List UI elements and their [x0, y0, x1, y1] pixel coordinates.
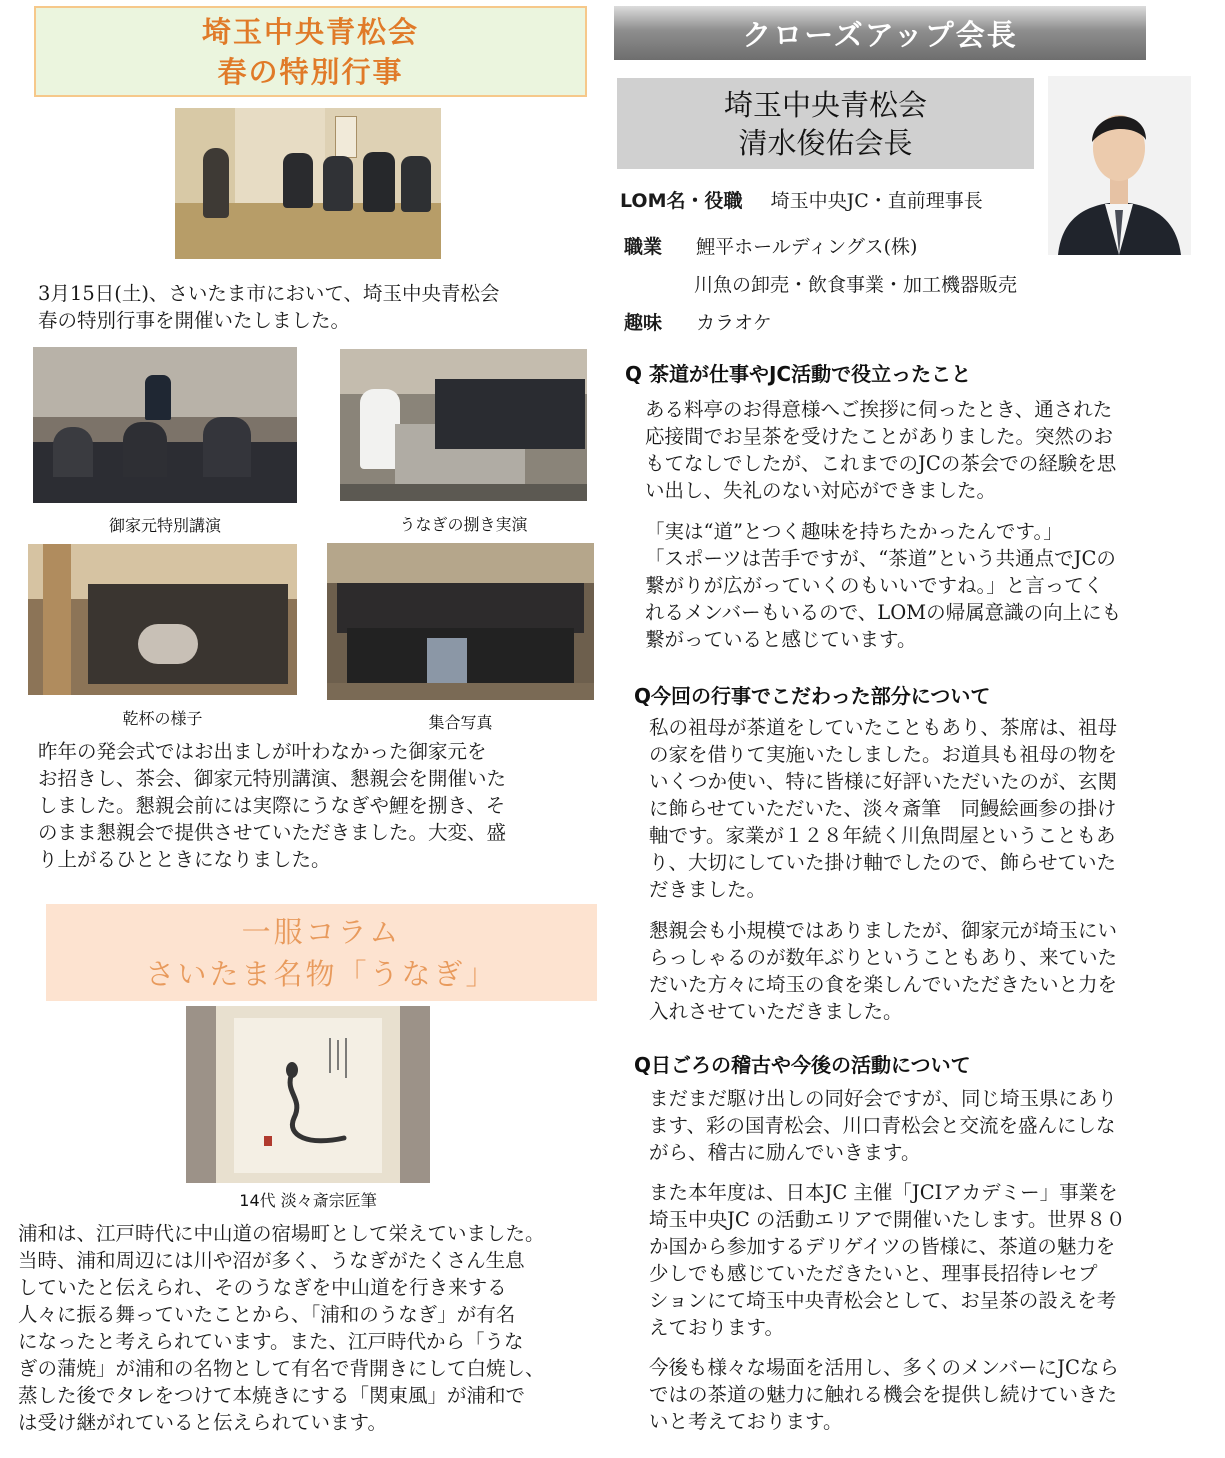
event-title-box [34, 6, 587, 97]
column-title-box [46, 904, 597, 1001]
closeup-banner-text: クローズアップ会長 [742, 17, 1018, 52]
profile-lom [620, 186, 983, 213]
q1-title: Q 茶道が仕事やJC活動で役立ったこと [625, 362, 972, 386]
column-title-line1: 一服コラム [241, 914, 402, 949]
event-title-line2: 春の特別行事 [217, 54, 404, 89]
photo-caption-lecture: 御家元特別講演 [108, 516, 221, 535]
president-org: 埼玉中央青松会 [723, 87, 927, 122]
profile-job-value2: 川魚の卸売・飲食事業・加工機器販売 [694, 274, 1018, 296]
scroll-caption: 14代 淡々斎宗匠筆 [239, 1191, 377, 1210]
president-name: 清水俊佑会長 [738, 125, 913, 160]
eel-demo-photo [340, 349, 587, 501]
tea-room-photo [175, 108, 441, 259]
profile-lom-value: 埼玉中央JC・直前理事長 [770, 190, 983, 212]
q2-answer-2: 懇親会も小規模ではありましたが、御家元が埼玉にい らっしゃるのが数年ぶりということもあり、来ていた だいた方々に埼玉の食を楽しんでいただきたいと力を 入れさせていただきました。 [649, 919, 1118, 1023]
column-title-line2: さいたま名物「うなぎ」 [145, 956, 498, 991]
president-portrait [1048, 76, 1191, 255]
toast-photo [28, 544, 297, 695]
q2-answer-1: 私の祖母が茶道をしていたこともあり、茶席は、祖母 の家を借りて実施いたしました。お道具も祖母の物を いくつか使い、特に皆様に好評いただいたのが、玄関 に飾らせていただいた、淡々斎筆 同鰻絵画参の掛け 軸です。家業が１２８年続く川魚問屋ということもあ り、大切にしていた掛け軸でしたので、飾らせていた だきました。 [649, 716, 1118, 901]
photo-caption-eel-demo: うなぎの捌き実演 [399, 515, 528, 534]
profile-hobby [624, 308, 772, 335]
q1-answer-2: 「実は“道”とつく趣味を持ちたかったんです。」 「スポーツは苦手ですが、“茶道”という共通点でJCの 繋がりが広がっていくのもいいですね。」と言ってく れるメンバーもいるので、LOMの帰属意識の向上にも 繋がっていると感じています。 [645, 520, 1122, 651]
photo-caption-group: 集合写真 [428, 713, 493, 732]
q3-answer-1: まだまだ駆け出しの同好会ですが、同じ埼玉県にあり ます、彩の国青松会、川口青松会と交流を盛んにしな がら、稽古に励んでいきます。 [649, 1087, 1118, 1164]
event-title-line1: 埼玉中央青松会 [201, 14, 419, 49]
portrait-drawing [1048, 76, 1191, 255]
profile-job-detail [694, 270, 1017, 297]
profile-job-label: 職業 [624, 236, 663, 258]
closeup-banner [614, 6, 1146, 60]
eel-scroll-image [186, 1006, 430, 1183]
photo-caption-toast: 乾杯の様子 [122, 709, 203, 728]
q1-answer-1: ある料亭のお得意様へご挨拶に伺ったとき、通された 応接間でお呈茶を受けたことがありました。突然のお もてなしでしたが、これまでのJCの茶会での経験を思 い出し、失礼のない対応ができました。 [645, 398, 1117, 502]
q3-answer-2: また本年度は、日本JC 主催「JCIアカデミー」事業を 埼玉中央JC の活動エリアで開催いたします。世界８０ か国から参加するデリゲイツの皆様に、茶道の魅力を 少しでも感じていただきたいと、理事長招待レセプ ションにて埼玉中央青松会として、お呈茶の設えを考 えております。 [649, 1181, 1126, 1339]
profile-job-value1: 鯉平ホールディングス(株) [696, 236, 918, 258]
q2-title: Q今回の行事でこだわった部分について [634, 684, 991, 708]
lecture-photo [33, 347, 297, 503]
event-summary: 昨年の発会式ではお出ましが叶わなかった御家元を お招きし、茶会、御家元特別講演、懇親会を開催いた しました。懇親会前には実際にうなぎや鯉を捌き、そ のまま懇親会で提供させていただきました。大変、盛 り上がるひとときになりました。 [38, 740, 507, 871]
q3-title: Q日ごろの稽古や今後の活動について [634, 1053, 971, 1077]
profile-lom-label: LOM名・役職 [620, 190, 743, 212]
president-name-box [617, 78, 1034, 169]
eel-brush-drawing [234, 1018, 382, 1173]
profile-hobby-value: カラオケ [696, 312, 772, 334]
column-text: 浦和は、江戸時代に中山道の宿場町として栄えていました。 当時、浦和周辺には川や沼が多く、うなぎがたくさん生息 していたと伝えられ、そのうなぎを中山道を行き来する 人々に振る舞っていたことから、「浦和のうなぎ」が有名 になったと考えられています。また、江戸時代から「うな ぎの蒲焼」が浦和の名物として有名で背開きにして白焼し、 蒸した後でタレをつけて本焼きにする「関東風」が浦和で は受け継がれていると伝えられています。 [18, 1222, 545, 1434]
group-photo [327, 543, 594, 700]
profile-hobby-label: 趣味 [624, 312, 663, 334]
profile-job [624, 232, 917, 259]
event-intro: 3月15日(土)、さいたま市において、埼玉中央青松会 春の特別行事を開催いたしました。 [38, 282, 500, 332]
q3-answer-3: 今後も様々な場面を活用し、多くのメンバーにJCなら ではの茶道の魅力に触れる機会を提供し続けていきた いと考えております。 [649, 1356, 1119, 1433]
